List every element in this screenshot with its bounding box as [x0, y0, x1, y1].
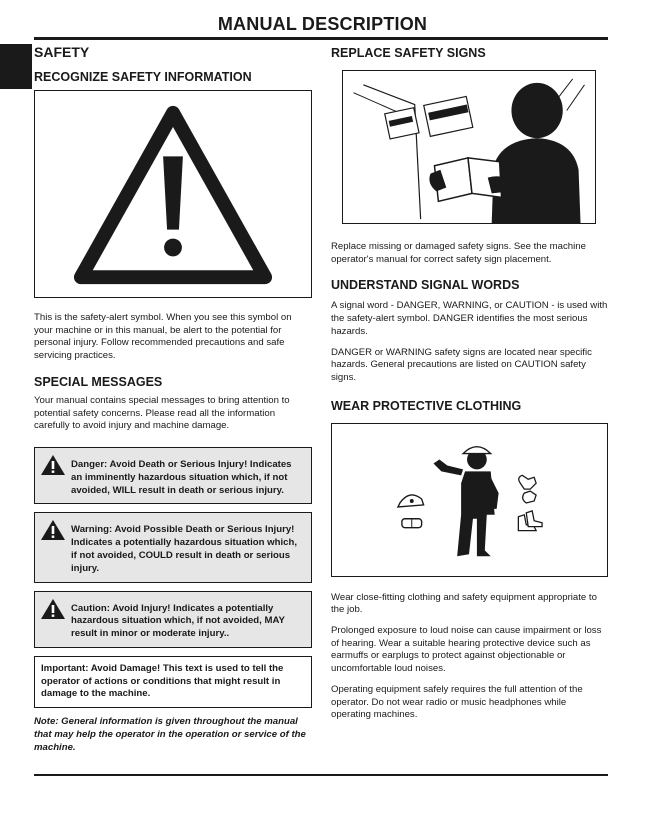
left-column [34, 44, 312, 755]
special-messages-body: Your manual contains special messages to bring attention to potential safety concerns. Please read all the information carefully to avoid injury and machine damage. [34, 394, 290, 432]
bottom-rule [34, 774, 608, 776]
signal-words-body-2: DANGER or WARNING safety signs are located near specific hazards. General precautions are listed on CAUTION safety signs. [331, 346, 592, 383]
protective-clothing-body-3: Operating equipment safely requires the full attention of the operator. Do not wear radio or music headphones while operating machines. [331, 683, 583, 721]
important-message: Important: Avoid Damage! This text is used to tell the operator of actions or conditions that might result in damage to the machine. [34, 656, 312, 708]
clothing-figure [331, 423, 608, 577]
caution-text: Caution: Avoid Injury! Indicates a potentially hazardous situation which, if not avoided, MAY result in minor or moderate injury.. [71, 602, 285, 640]
signal-words-heading: UNDERSTAND SIGNAL WORDS [331, 278, 520, 293]
right-column [331, 44, 608, 730]
replace-signs-body: Replace missing or damaged safety signs. See the machine operator's manual for correct safety sign placement. [331, 241, 586, 265]
danger-message [34, 447, 312, 504]
warning-triangle-icon [40, 454, 66, 476]
safety-alert-figure [34, 90, 312, 298]
person-reading-manual-illustration [343, 71, 595, 223]
warning-text: Warning: Avoid Possible Death or Serious Injury! Indicates a potentially hazardous situation which, if not avoided, COULD result in death or serious injury. [71, 524, 298, 574]
danger-text: Danger: Avoid Death or Serious Injury! Indicates an imminently hazardous situation which, if not avoided, WILL result in death or serious injury. [71, 458, 292, 496]
warning-triangle-icon [40, 598, 66, 620]
protective-clothing-illustration [332, 424, 607, 576]
recognize-heading: RECOGNIZE SAFETY INFORMATION [34, 70, 252, 84]
warning-triangle-icon [35, 91, 311, 297]
reader-figure [342, 70, 596, 224]
warning-triangle-icon [40, 519, 66, 541]
section-title: SAFETY [34, 44, 90, 60]
special-messages-heading: SPECIAL MESSAGES [34, 374, 163, 389]
page-title: MANUAL DESCRIPTION [217, 14, 428, 34]
caution-message [34, 591, 312, 648]
warning-message [34, 512, 312, 582]
recognize-body: This is the safety-alert symbol. When you see this symbol on your machine or in this manual, be alert to the potential for personal injury. Follow recommended precautions and safe servicing practices. [34, 312, 292, 362]
replace-signs-heading: REPLACE SAFETY SIGNS [331, 46, 486, 60]
signal-words-body-1: A signal word - DANGER, WARNING, or CAUTION - is used with the safety-alert symbol. DANGER identifies the most serious hazards. [331, 300, 608, 337]
protective-clothing-body-2: Prolonged exposure to loud noise can cause impairment or loss of hearing. Wear a suitable hearing protective device such as earmuffs or earplugs to protect against objectionable or uncomfortable loud noises. [331, 625, 602, 675]
title-rule [34, 37, 608, 40]
note-text: Note: General information is given throughout the manual that may help the operator in the operation or service of the machine. [34, 716, 306, 753]
protective-clothing-body-1: Wear close-fitting clothing and safety equipment appropriate to the job. [331, 591, 597, 616]
section-tab [0, 44, 32, 89]
protective-clothing-heading: WEAR PROTECTIVE CLOTHING [331, 398, 522, 413]
